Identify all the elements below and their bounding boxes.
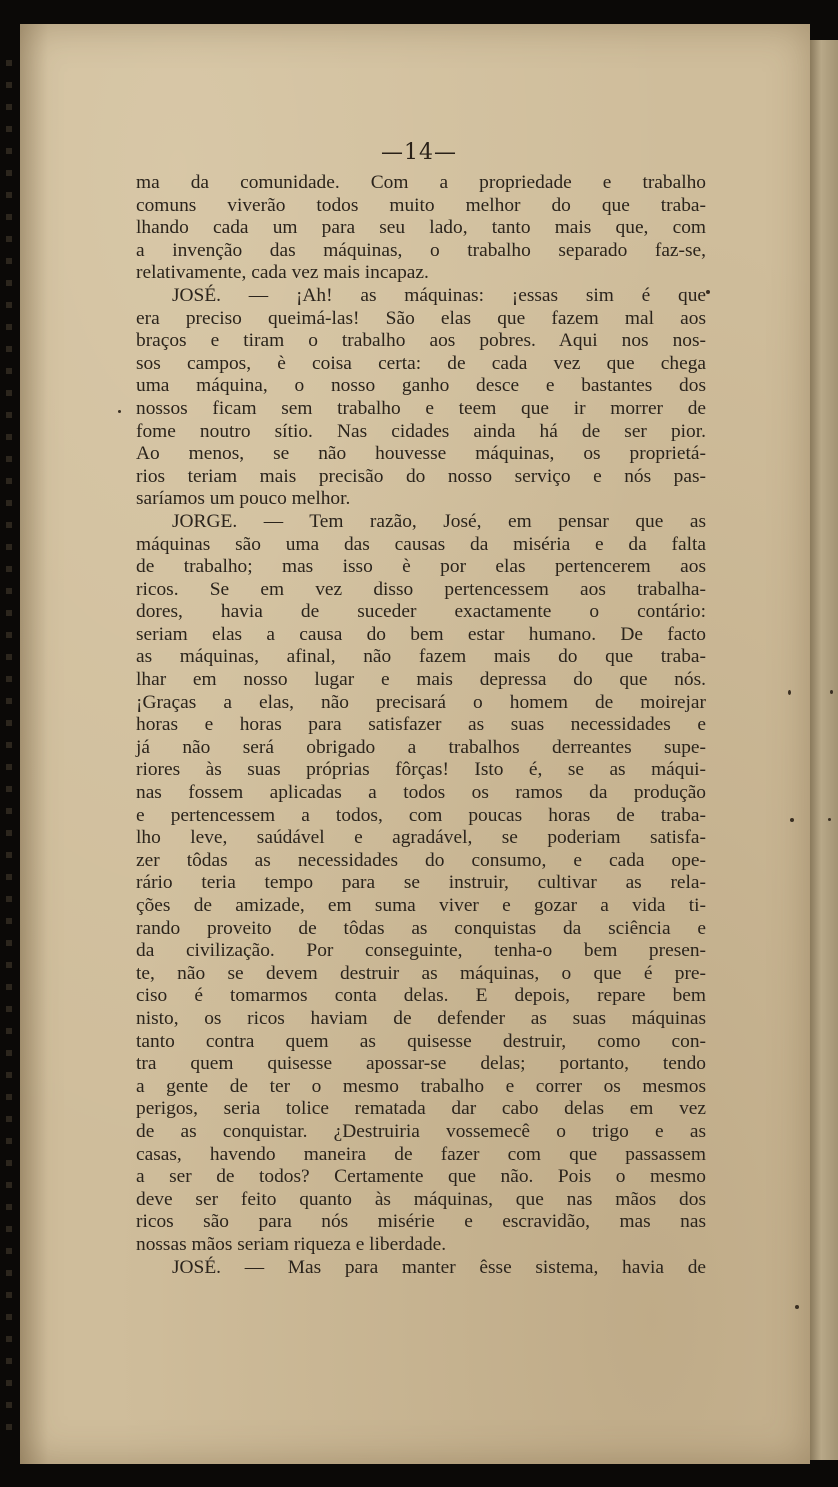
text-line: nossos ficam sem trabalho e teem que ir morrer de [136,397,706,419]
text-line: lhando cada um para seu lado, tanto mais que, com [136,217,706,239]
text-line: rando proveito de tôdas as conquistas da sciência e [136,917,706,939]
text-line: de as conquistar. ¿Destruiria vossemecê o trigo e as [136,1120,706,1142]
text-line: rário teria tempo para se instruir, cultivar as rela- [136,872,706,894]
text-line: ciso é tomarmos conta delas. E depois, repare bem [136,985,706,1007]
text-line: sos campos, è coisa certa: de cada vez que chega [136,352,706,374]
text-line: era preciso queimá-las! São elas que fazem mal aos [136,307,706,329]
text-line: riores às suas próprias fôrças! Isto é, se as máqui- [136,759,706,781]
text-line: JOSÉ. — ¡Ah! as máquinas: ¡essas sim é que [172,284,706,306]
paper-speck [118,410,121,413]
text-line: nisto, os ricos haviam de defender as suas máquinas [136,1007,706,1029]
text-line: saríamos um pouco melhor. [136,488,351,510]
text-line: casas, havendo maneira de fazer com que passassem [136,1143,706,1165]
text-line: tra quem quisesse apossar-se delas; portanto, tendo [136,1053,706,1075]
text-line: nossas mãos seriam riqueza e liberdade. [136,1233,447,1255]
paper-speck [830,690,833,694]
text-line: JOSÉ. — Mas para manter êsse sistema, havia de [172,1256,706,1278]
text-line: já não será obrigado a trabalhos derreantes supe- [136,736,706,758]
text-line: relativamente, cada vez mais incapaz. [136,262,429,284]
text-line: ricos são para nós misérie e escravidão, mas nas [136,1211,706,1233]
text-line: a gente de ter o mesmo trabalho e correr os mesmos [136,1075,706,1097]
paper-speck [795,1305,799,1309]
text-line: rios teriam mais precisão do nosso serviço e nós pas- [136,465,706,487]
text-line: perigos, seria tolice rematada dar cabo delas em vez [136,1098,706,1120]
text-line: ricos. Se em vez disso pertencessem aos trabalha- [136,578,706,600]
paper-speck [828,818,831,821]
text-line: tanto contra quem as quisesse destruir, como con- [136,1030,706,1052]
text-line: máquinas são uma das causas da miséria e da falta [136,533,706,555]
page-number: —14— [381,140,457,165]
text-line: ma da comunidade. Com a propriedade e trabalho [136,172,706,193]
text-line: JORGE. — Tem razão, José, em pensar que as [172,510,706,532]
text-line: lhar em nosso lugar e mais depressa do que nós. [136,669,706,691]
text-line: a invenção das máquinas, o trabalho separado faz-se, [136,239,706,261]
text-line: comuns viverão todos muito melhor do que traba- [136,194,706,216]
text-line: e pertencessem a todos, com poucas horas de traba- [136,804,706,826]
text-line: lho leve, saúdável e agradável, se poderiam satisfa- [136,827,706,849]
text-line: braços e tiram o trabalho aos pobres. Aqui nos nos- [136,330,706,352]
text-line: fome noutro sítio. Nas cidades ainda há de ser pior. [136,420,706,442]
text-line: seriam elas a causa do bem estar humano. De facto [136,623,706,645]
text-line: nas fossem aplicadas a todos os ramos da produção [136,782,706,804]
body-text [136,172,706,1279]
text-line: a ser de todos? Certamente que não. Pois o mesmo [136,1166,706,1188]
text-line: ções de amizade, em suma viver e gozar a vida ti- [136,895,706,916]
text-line: horas e horas para satisfazer as suas necessidades e [136,714,706,736]
paper-speck [706,290,710,294]
text-line: Ao menos, se não houvesse máquinas, os proprietá- [136,443,706,465]
paper-speck [790,818,794,822]
text-line: te, não se devem destruir as máquinas, o que é pre- [136,962,706,984]
text-line: ¡Graças a elas, não precisará o homem de moirejar [136,691,706,713]
paper-speck [788,690,791,695]
next-page-edge [810,40,838,1460]
text-line: de trabalho; mas isso è por elas pertencerem aos [136,556,706,578]
binding-edge [6,60,12,1440]
text-line: zer tôdas as necessidades do consumo, e cada ope- [136,849,706,871]
text-line: deve ser feito quanto às máquinas, que nas mãos dos [136,1188,706,1210]
text-line: as máquinas, afinal, não fazem mais do que traba- [136,646,706,668]
text-line: dores, havia de suceder exactamente o contário: [136,601,706,623]
text-line: da civilização. Por conseguinte, tenha-o bem presen- [136,940,706,962]
text-line: uma máquina, o nosso ganho desce e bastantes dos [136,375,706,397]
